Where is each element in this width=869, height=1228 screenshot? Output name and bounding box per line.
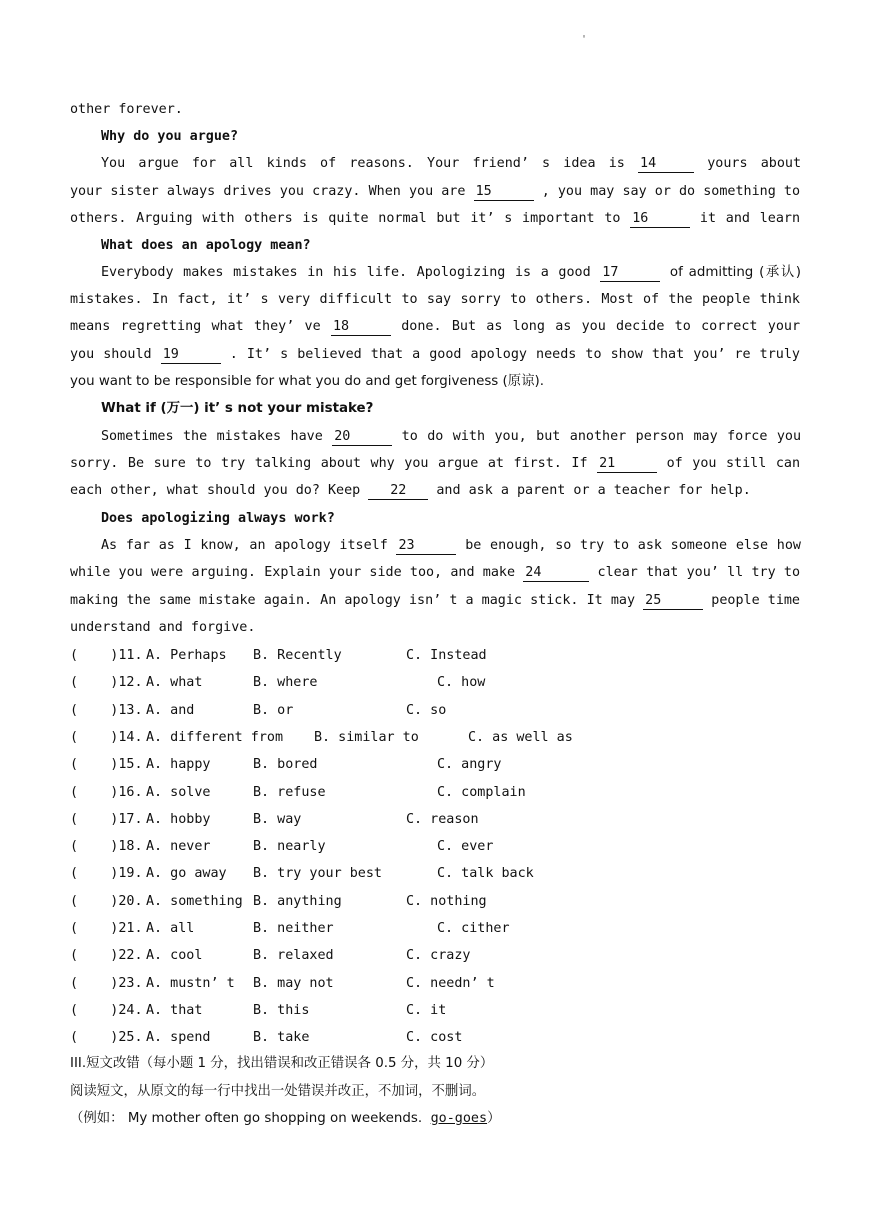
passage-line: sorry. Be sure to try talking about why you argue at first. If 21 of you still can: [70, 456, 800, 471]
option-a[interactable]: A. all: [146, 921, 195, 936]
option-a[interactable]: A. and: [146, 702, 195, 718]
option-b[interactable]: B. Recently: [253, 648, 342, 663]
question-number[interactable]: ( )17.: [70, 811, 143, 827]
passage-line: others. Arguing with others is quite normal but it’ s important to 16 it and learn: [70, 211, 800, 226]
option-a[interactable]: A. spend: [146, 1030, 211, 1046]
option-c[interactable]: C. cost: [406, 1030, 463, 1046]
section-instruction: 阅读短文，从原文的每一行中找出一处错误并改正，不加词，不删词。: [70, 1084, 486, 1099]
option-a[interactable]: A. that: [146, 1002, 203, 1018]
section-heading: What if (万一) it’ s not your mistake?: [101, 401, 374, 416]
question-number[interactable]: ( )12.: [70, 675, 143, 691]
passage-line: Everybody makes mistakes in his life. Apologizing is a good 17 of admitting (承认): [101, 265, 801, 280]
question-number[interactable]: ( )23.: [70, 975, 143, 991]
option-b[interactable]: B. similar to: [314, 729, 419, 745]
option-b[interactable]: B. where: [253, 675, 318, 691]
option-c[interactable]: C. reason: [406, 811, 479, 827]
question-number[interactable]: ( )20.: [70, 893, 143, 909]
passage-line: while you were arguing. Explain your side too, and make 24 clear that you’ ll try to: [70, 565, 800, 580]
blank-23[interactable]: 23: [396, 537, 456, 555]
section-heading: What does an apology mean?: [101, 238, 311, 253]
passage-line: means regretting what they’ ve 18 done. But as long as you decide to correct your: [70, 319, 800, 334]
blank-24[interactable]: 24: [523, 564, 589, 582]
option-b[interactable]: B. or: [253, 702, 294, 718]
option-a[interactable]: A. something: [146, 893, 243, 909]
passage-line: you want to be responsible for what you do and get forgiveness (原谅).: [70, 374, 545, 389]
question-number[interactable]: ( )24.: [70, 1002, 143, 1018]
option-a[interactable]: A. go away: [146, 866, 227, 882]
section-heading: Why do you argue?: [101, 129, 239, 144]
option-b[interactable]: B. way: [253, 811, 302, 827]
option-c[interactable]: C. Instead: [406, 648, 487, 663]
option-a[interactable]: A. never: [146, 839, 211, 855]
blank-22[interactable]: 22: [368, 482, 428, 500]
option-b[interactable]: B. try your best: [253, 866, 382, 882]
option-c[interactable]: C. talk back: [437, 866, 534, 882]
option-c[interactable]: C. complain: [437, 784, 526, 800]
section-title: III.短文改错（每小题 1 分，找出错误和改正错误各 0.5 分，共 10 分）: [70, 1056, 494, 1071]
question-number[interactable]: ( )16.: [70, 784, 143, 800]
option-b[interactable]: B. take: [253, 1030, 310, 1046]
option-a[interactable]: A. solve: [146, 784, 211, 800]
question-number[interactable]: ( )11.: [70, 648, 143, 663]
blank-25[interactable]: 25: [643, 592, 703, 610]
option-c[interactable]: C. needn’ t: [406, 975, 495, 991]
blank-21[interactable]: 21: [597, 455, 657, 473]
blank-18[interactable]: 18: [331, 318, 391, 336]
option-c[interactable]: C. how: [437, 675, 486, 691]
option-a[interactable]: A. happy: [146, 757, 211, 773]
passage-line: As far as I know, an apology itself 23 be enough, so try to ask someone else how: [101, 538, 801, 553]
question-number[interactable]: ( )15.: [70, 757, 143, 773]
question-number[interactable]: ( )25.: [70, 1030, 143, 1046]
question-number[interactable]: ( )13.: [70, 702, 143, 718]
question-number[interactable]: ( )22.: [70, 948, 143, 964]
option-a[interactable]: A. Perhaps: [146, 648, 227, 663]
section-heading: Does apologizing always work?: [101, 511, 335, 526]
option-b[interactable]: B. relaxed: [253, 948, 334, 964]
example-line: （例如： My mother often go shopping on weekends. go-goes）: [70, 1111, 501, 1126]
option-a[interactable]: A. different from: [146, 729, 284, 745]
blank-20[interactable]: 20: [332, 428, 392, 446]
blank-17[interactable]: 17: [600, 264, 660, 282]
option-c[interactable]: C. as well as: [468, 729, 573, 745]
blank-16[interactable]: 16: [630, 210, 690, 228]
blank-14[interactable]: 14: [638, 155, 694, 173]
option-c[interactable]: C. angry: [437, 757, 502, 773]
passage-line: Sometimes the mistakes have 20 to do with you, but another person may force you: [101, 429, 801, 444]
passage-line: mistakes. In fact, it’ s very difficult to say sorry to others. Most of the people think: [70, 292, 800, 307]
option-a[interactable]: A. mustn’ t: [146, 975, 235, 991]
option-b[interactable]: B. nearly: [253, 839, 326, 855]
option-b[interactable]: B. may not: [253, 975, 334, 991]
option-b[interactable]: B. this: [253, 1002, 310, 1018]
passage-line: You argue for all kinds of reasons. Your friend’ s idea is 14 yours about: [101, 156, 801, 171]
passage-line: making the same mistake again. An apology isn’ t a magic stick. It may 25 people time: [70, 593, 800, 608]
option-b[interactable]: B. bored: [253, 757, 318, 773]
example-answer: go-goes: [430, 1111, 488, 1126]
question-number[interactable]: ( )21.: [70, 921, 143, 936]
passage-line: other forever.: [70, 102, 183, 117]
question-number[interactable]: ( )14.: [70, 729, 143, 745]
blank-15[interactable]: 15: [474, 183, 534, 201]
option-c[interactable]: C. so: [406, 702, 447, 718]
page-mark: ': [581, 34, 588, 45]
option-c[interactable]: C. it: [406, 1002, 447, 1018]
blank-19[interactable]: 19: [161, 346, 221, 364]
question-number[interactable]: ( )18.: [70, 839, 143, 855]
option-c[interactable]: C. crazy: [406, 948, 471, 964]
option-b[interactable]: B. anything: [253, 893, 342, 909]
option-a[interactable]: A. hobby: [146, 811, 211, 827]
option-b[interactable]: B. refuse: [253, 784, 326, 800]
option-c[interactable]: C. ever: [437, 839, 494, 855]
option-a[interactable]: A. cool: [146, 948, 203, 964]
passage-line: understand and forgive.: [70, 620, 256, 635]
option-b[interactable]: B. neither: [253, 921, 334, 936]
question-number[interactable]: ( )19.: [70, 866, 143, 882]
passage-line: your sister always drives you crazy. When you are 15 , you may say or do something to: [70, 184, 800, 199]
passage-line: you should 19 . It’ s believed that a good apology needs to show that you’ re truly: [70, 347, 800, 362]
passage-line: each other, what should you do? Keep 22 and ask a parent or a teacher for help.: [70, 483, 751, 498]
option-a[interactable]: A. what: [146, 675, 203, 691]
option-c[interactable]: C. nothing: [406, 893, 487, 909]
option-c[interactable]: C. cither: [437, 921, 510, 936]
